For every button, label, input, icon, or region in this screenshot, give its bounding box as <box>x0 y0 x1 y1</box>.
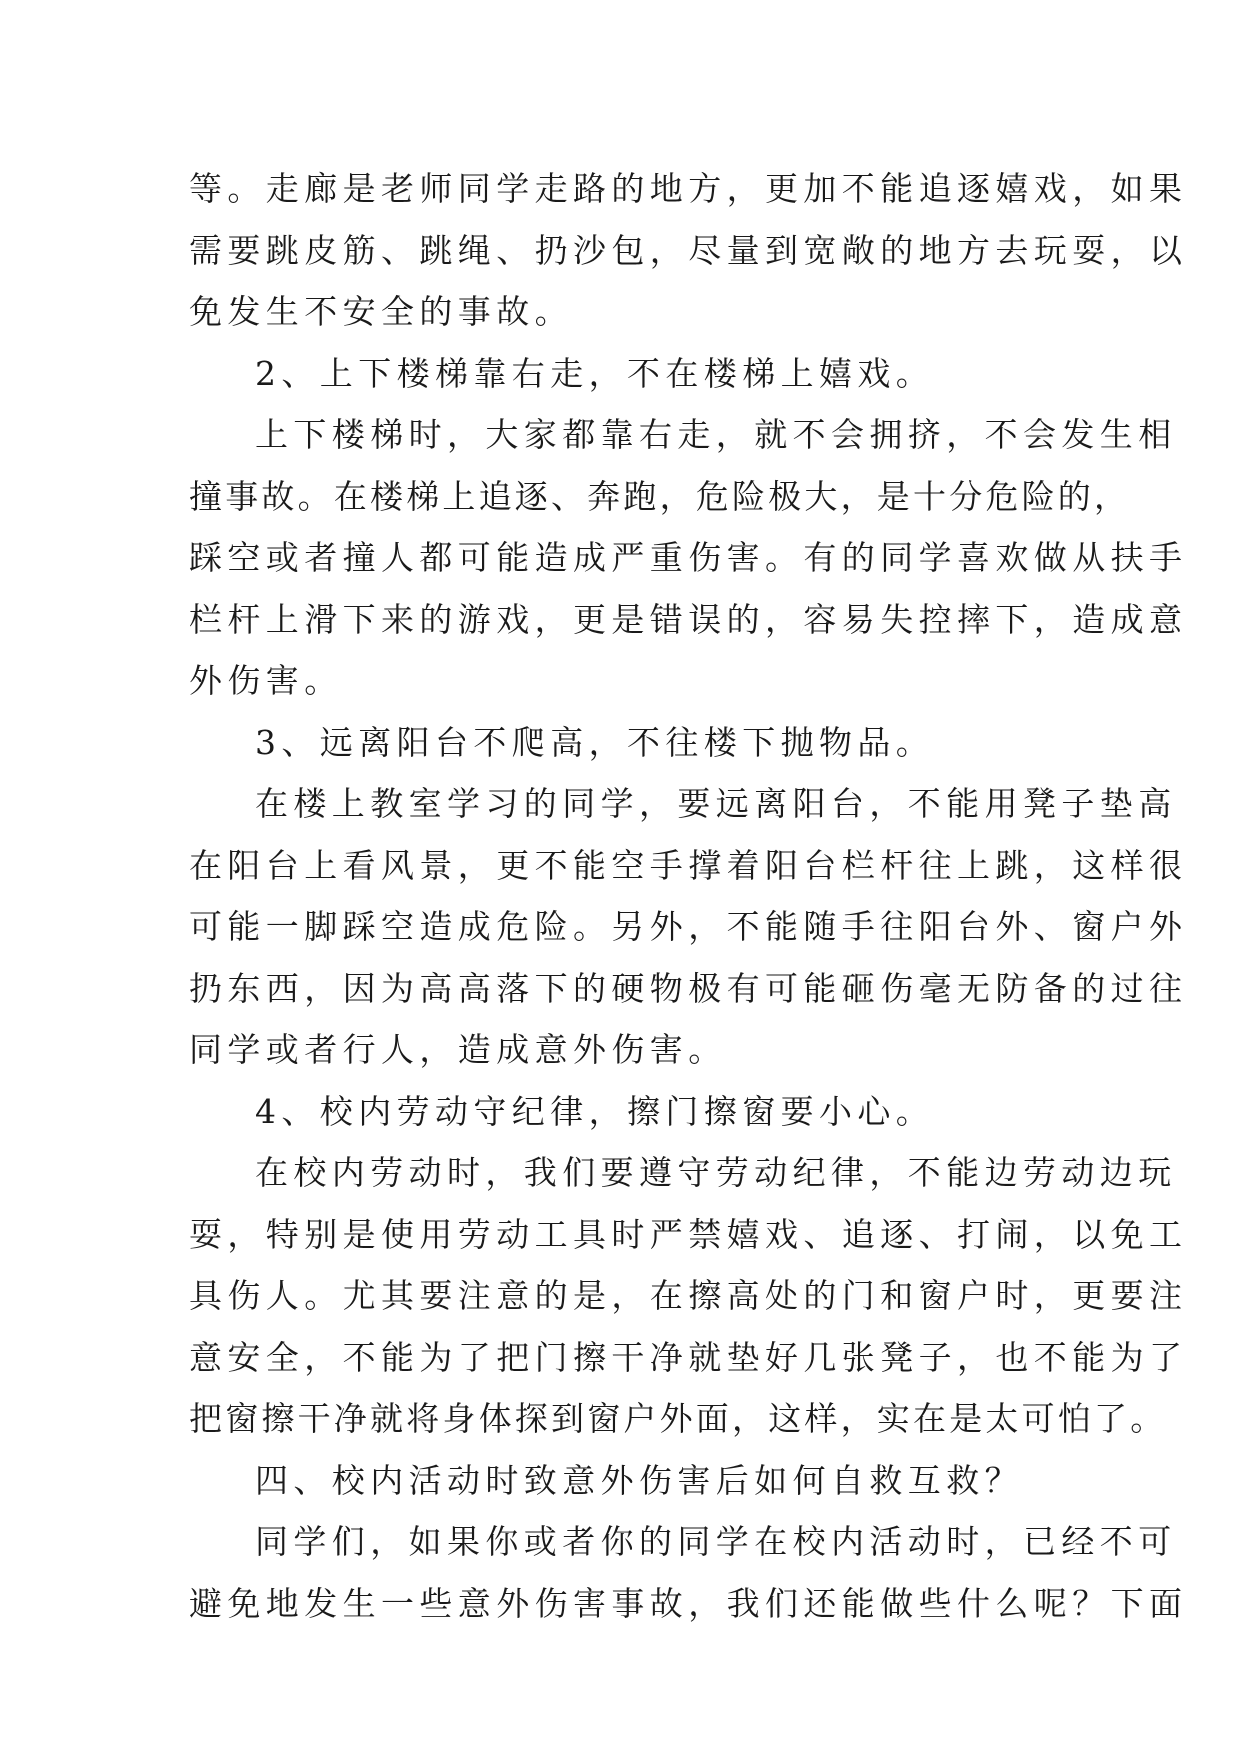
paragraph-first-line: 在校内劳动时，我们要遵守劳动纪律，不能边劳动边玩 <box>255 1153 1177 1192</box>
body-line: 同学或者行人，造成意外伤害。 <box>189 1030 727 1069</box>
body-line: 把窗擦干净就将身体探到窗户外面，这样，实在是太可怕了。 <box>189 1399 1167 1438</box>
section-heading: 2、上下楼梯靠右走，不在楼梯上嬉戏。 <box>255 353 935 393</box>
body-line: 等。走廊是老师同学走路的地方，更加不能追逐嬉戏，如果 <box>189 169 1188 208</box>
body-line: 具伤人。尤其要注意的是，在擦高处的门和窗户时，更要注 <box>189 1276 1188 1315</box>
body-line: 栏杆上滑下来的游戏，更是错误的，容易失控摔下，造成意 <box>189 599 1188 639</box>
body-line: 外伤害。 <box>189 661 343 700</box>
section-heading: 四、校内活动时致意外伤害后如何自救互救？ <box>255 1460 1023 1500</box>
paragraph-first-line: 同学们，如果你或者你的同学在校内活动时，已经不可 <box>255 1522 1177 1561</box>
body-line: 在阳台上看风景，更不能空手撑着阳台栏杆往上跳，这样很 <box>189 845 1188 885</box>
body-line: 避免地发生一些意外伤害事故，我们还能做些什么呢？下面 <box>189 1583 1188 1623</box>
body-line: 可能一脚踩空造成危险。另外，不能随手往阳台外、窗户外 <box>189 907 1188 946</box>
body-line: 免发生不安全的事故。 <box>189 292 573 331</box>
paragraph-first-line: 上下楼梯时，大家都靠右走，就不会拥挤，不会发生相 <box>255 415 1177 454</box>
section-heading: 4、校内劳动守纪律，擦门擦窗要小心。 <box>255 1091 935 1131</box>
body-line: 扔东西，因为高高落下的硬物极有可能砸伤毫无防备的过往 <box>189 968 1188 1008</box>
body-line: 意安全，不能为了把门擦干净就垫好几张凳子，也不能为了 <box>189 1337 1188 1377</box>
body-line: 踩空或者撞人都可能造成严重伤害。有的同学喜欢做从扶手 <box>189 538 1188 577</box>
body-line: 耍，特别是使用劳动工具时严禁嬉戏、追逐、打闹，以免工 <box>189 1214 1188 1254</box>
document-body <box>189 158 1188 1634</box>
body-line: 撞事故。在楼梯上追逐、奔跑，危险极大，是十分危险的， <box>189 476 1131 516</box>
body-line: 需要跳皮筋、跳绳、扔沙包，尽量到宽敞的地方去玩耍，以 <box>189 230 1188 270</box>
paragraph-first-line: 在楼上教室学习的同学，要远离阳台，不能用凳子垫高 <box>255 784 1177 823</box>
section-heading: 3、远离阳台不爬高，不往楼下抛物品。 <box>255 722 935 762</box>
